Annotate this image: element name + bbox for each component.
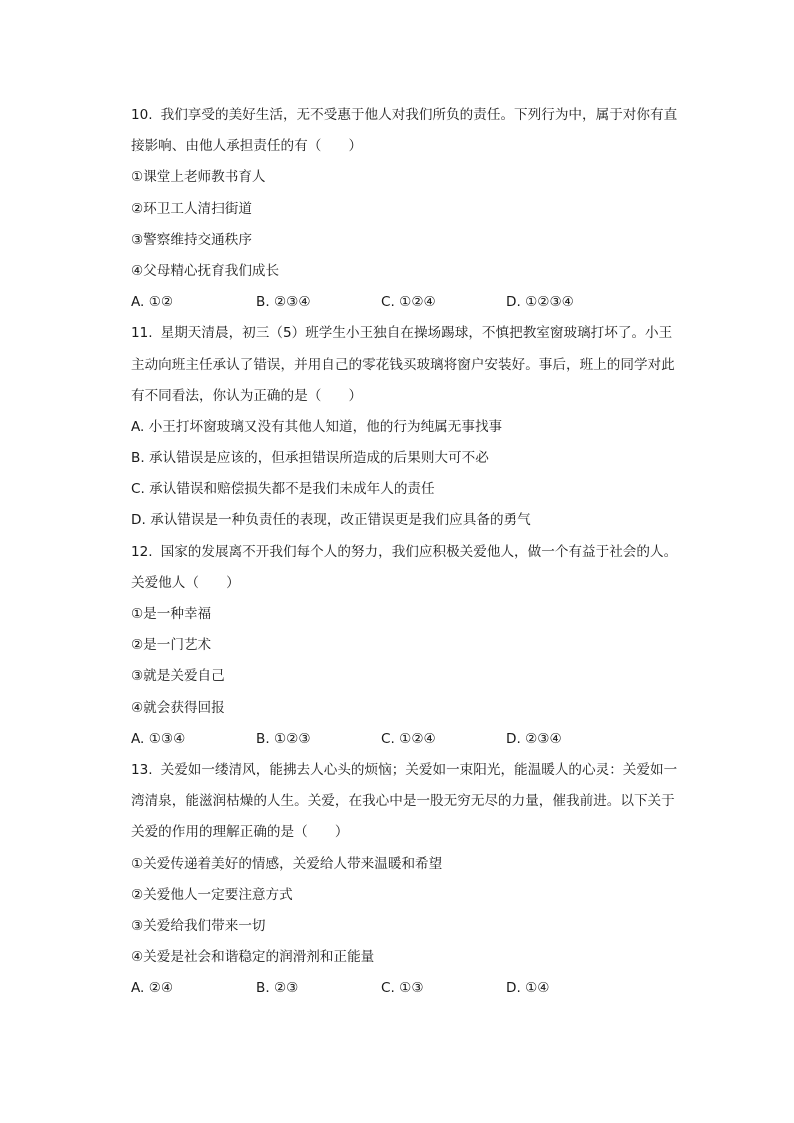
option-b[interactable]: B. ①②③ [256, 730, 311, 747]
statement-item: ②关爱他人一定要注意方式 [131, 886, 293, 903]
answer-options [131, 973, 706, 1004]
question-stem-line: 12. 国家的发展离不开我们每个人的努力，我们应积极关爱他人，做一个有益于社会的人。 [131, 537, 706, 568]
statement-item: ②环卫工人清扫街道 [131, 200, 252, 217]
question-stem-line: 10. 我们享受的美好生活，无不受惠于他人对我们所负的责任。下列行为中，属于对你有直 [131, 100, 706, 131]
option-b[interactable]: B. 承认错误是应该的，但承担错误所造成的后果则大可不必 [131, 450, 489, 467]
question-stem-line: 关爱的作用的理解正确的是（ ） [131, 824, 349, 841]
option-c[interactable]: C. ①②④ [381, 730, 436, 747]
option-c[interactable]: C. ①②④ [381, 294, 436, 311]
question-list [131, 100, 706, 1004]
answer-options [131, 287, 706, 318]
question-stem-line: 接影响、由他人承担责任的有（ ） [131, 138, 363, 155]
option-c[interactable]: C. 承认错误和赔偿损失都不是我们未成年人的责任 [131, 481, 435, 498]
statement-item: ④父母精心抚育我们成长 [131, 262, 280, 279]
option-d[interactable]: D. ②③④ [506, 730, 562, 747]
option-d[interactable]: D. 承认错误是一种负责任的表现，改正错误更是我们应具备的勇气 [131, 512, 531, 529]
question-12 [131, 537, 706, 755]
option-d[interactable]: D. ①②③④ [506, 294, 574, 311]
question-stem-line: 关爱他人（ ） [131, 574, 240, 591]
statement-item: ①关爱传递着美好的情感，关爱给人带来温暖和希望 [131, 855, 443, 872]
statement-item: ④关爱是社会和谐稳定的润滑剂和正能量 [131, 949, 375, 966]
question-stem-line: 湾清泉，能滋润枯燥的人生。关爱，在我心中是一股无穷无尽的力量，催我前进。以下关于 [131, 793, 675, 810]
question-13 [131, 755, 706, 1005]
answer-options [131, 724, 706, 755]
statement-item: ③就是关爱自己 [131, 668, 225, 685]
question-number: 13. [131, 761, 153, 778]
question-11 [131, 318, 706, 536]
statement-item: ①课堂上老师教书育人 [131, 169, 266, 186]
option-a[interactable]: A. ①③④ [131, 730, 186, 747]
question-number: 10. [131, 107, 153, 123]
option-c[interactable]: C. ①③ [381, 980, 424, 997]
statement-item: ②是一门艺术 [131, 637, 212, 654]
statement-item: ①是一种幸福 [131, 606, 212, 622]
question-number: 11. [131, 325, 153, 342]
question-number: 12. [131, 543, 153, 560]
statement-item: ③警察维持交通秩序 [131, 231, 252, 248]
question-stem-line: 13. 关爱如一缕清风，能拂去人心头的烦恼；关爱如一束阳光，能温暖人的心灵：关爱如一 [131, 755, 706, 786]
question-stem-line: 主动向班主任承认了错误，并用自己的零花钱买玻璃将窗户安装好。事后，班上的同学对此 [131, 356, 675, 373]
statement-item: ③关爱给我们带来一切 [131, 917, 266, 934]
option-b[interactable]: B. ②③ [256, 980, 299, 997]
option-b[interactable]: B. ②③④ [256, 294, 311, 311]
question-10 [131, 100, 706, 318]
option-a[interactable]: A. ②④ [131, 980, 174, 997]
option-d[interactable]: D. ①④ [506, 980, 550, 997]
question-stem-line: 有不同看法，你认为正确的是（ ） [131, 387, 363, 404]
option-a[interactable]: A. 小王打坏窗玻璃又没有其他人知道，他的行为纯属无事找事 [131, 418, 503, 435]
statement-item: ④就会获得回报 [131, 699, 225, 716]
question-stem-line: 11. 星期天清晨，初三（5）班学生小王独自在操场踢球，不慎把教室窗玻璃打坏了。小王 [131, 318, 706, 349]
option-a[interactable]: A. ①② [131, 294, 174, 311]
